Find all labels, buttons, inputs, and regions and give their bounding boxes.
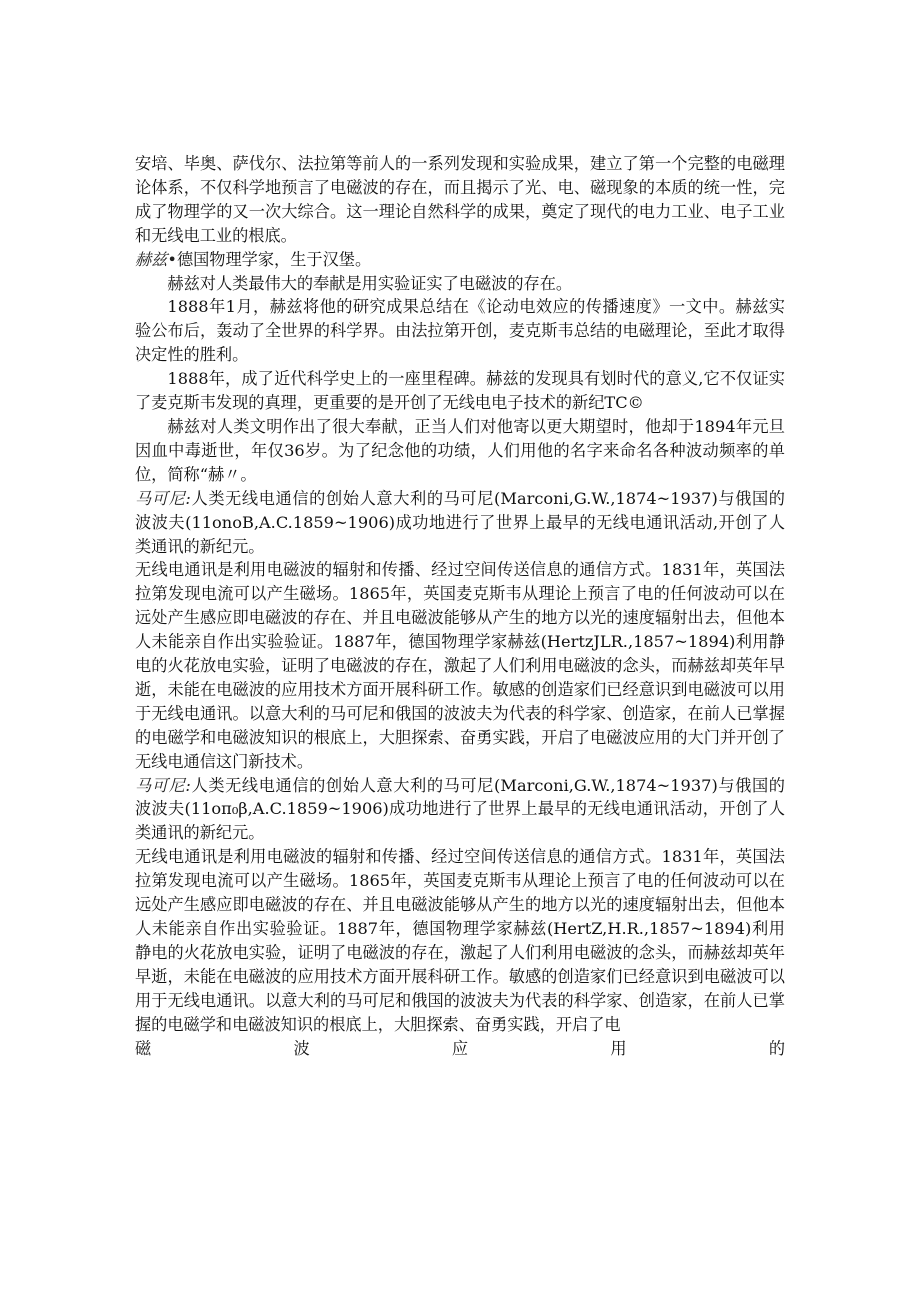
last-line-char: 磁 (135, 1038, 152, 1058)
document-body (135, 152, 785, 1060)
paragraph-hertz-contribution: 赫兹对人类最伟大的奉献是用实验证实了电磁波的存在。 (167, 273, 573, 293)
marconi-lead-2: 马可尼: (135, 775, 191, 795)
paragraph-marconi-2 (135, 774, 785, 846)
marconi-text-1: 人类无线电通信的创始人意大利的马可尼(Marconi,G.W.,1874~1937)与俄国的波波夫(11onoB,A.C.1859~1906)成功地进行了世界上最早的无线电通讯活动,开创了人类通讯的新纪元。 (135, 488, 785, 556)
last-line-char: 应 (451, 1038, 469, 1058)
last-line-char: 用 (610, 1038, 627, 1058)
paragraph-marconi-1 (135, 487, 785, 559)
paragraph-radio-history-2: 无线电通讯是利用电磁波的辐射和传播、经过空间传送信息的通信方式。1831年，英国法拉第发现电流可以产生磁场。1865年，英国麦克斯韦从理论上预言了电的任何波动可以在远处产生感应即电磁波的存在、并且电磁波能够从产生的地方以光的速度辐射出去，但他本人未能亲自作出实验验证。1887年，德国物理学家赫兹(HertZ,H.R.,1857~1894)利用静电的火花放电实验，证明了电磁波的存在，激起了人们利用电磁波的念头，而赫兹却英年早逝，未能在电磁波的应用技术方面开展科研工作。敏感的创造家们已经意识到电磁波可以用于无线电通讯。以意大利的马可尼和俄国的波波夫为代表的科学家、创造家，在前人已掌握的电磁学和电磁波知识的根底上，大胆探索、奋勇实践，开启了电 (135, 847, 785, 1034)
marconi-lead-1: 马可尼: (135, 488, 191, 508)
last-line-char: 的 (768, 1038, 785, 1058)
paragraph-radio-history-2-last-line (135, 1037, 785, 1061)
last-line-char: 波 (293, 1038, 310, 1058)
paragraph-hertz-1888-jan: 1888年1月，赫兹将他的研究成果总结在《论动电效应的传播速度》一文中。赫兹实验公布后，轰动了全世界的科学界。由法拉第开创，麦克斯韦总结的电磁理论，至此才取得决定性的胜利。 (135, 297, 785, 365)
marconi-text-2: 人类无线电通信的创始人意大利的马可尼(Marconi,G.W.,1874~1937)与俄国的波波夫(11oπ₀β,A.C.1859~1906)成功地进行了世界上最早的无线电通讯活动，开创了人类通讯的新纪元。 (135, 775, 785, 843)
hertz-lead: 赫兹• (135, 249, 177, 269)
paragraph-radio-history-1: 无线电通讯是利用电磁波的辐射和传播、经过空间传送信息的通信方式。1831年，英国法拉第发现电流可以产生磁场。1865年，英国麦克斯韦从理论上预言了电的任何波动可以在远处产生感应即电磁波的存在、并且电磁波能够从产生的地方以光的速度辐射出去，但他本人未能亲自作出实验验证。1887年，德国物理学家赫兹(HertzJLR.,1857~1894)利用静电的火花放电实验，证明了电磁波的存在，激起了人们利用电磁波的念头，而赫兹却英年早逝，未能在电磁波的应用技术方面开展科研工作。敏感的创造家们已经意识到电磁波可以用于无线电通讯。以意大利的马可尼和俄国的波波夫为代表的科学家、创造家，在前人已掌握的电磁学和电磁波知识的根底上，大胆探索、奋勇实践，开启了电磁波应用的大门并开创了无线电通信这门新技术。 (135, 560, 785, 771)
paragraph-hertz-death: 赫兹对人类文明作出了很大奉献，正当人们对他寄以更大期望时，他却于1894年元旦因血中毒逝世，年仅36岁。为了纪念他的功绩，人们用他的名字来命名各种波动频率的单位，简称“赫〃。 (135, 416, 785, 484)
paragraph-hertz-1888-milestone: 1888年，成了近代科学史上的一座里程碑。赫兹的发现具有划时代的意义,它不仅证实了麦克斯韦发现的真理，更重要的是开创了无线电电子技术的新纪TC© (135, 369, 785, 413)
hertz-intro-text: 德国物理学家，生于汉堡。 (176, 249, 372, 269)
paragraph-hertz-intro (135, 248, 785, 272)
paragraph-maxwell-summary: 安培、毕奥、萨伐尔、法拉第等前人的一系列发现和实验成果，建立了第一个完整的电磁理论体系，不仅科学地预言了电磁波的存在，而且揭示了光、电、磁现象的本质的统一性，完成了物理学的又一次大综合。这一理论自然科学的成果，奠定了现代的电力工业、电子工业和无线电工业的根底。 (135, 154, 785, 245)
